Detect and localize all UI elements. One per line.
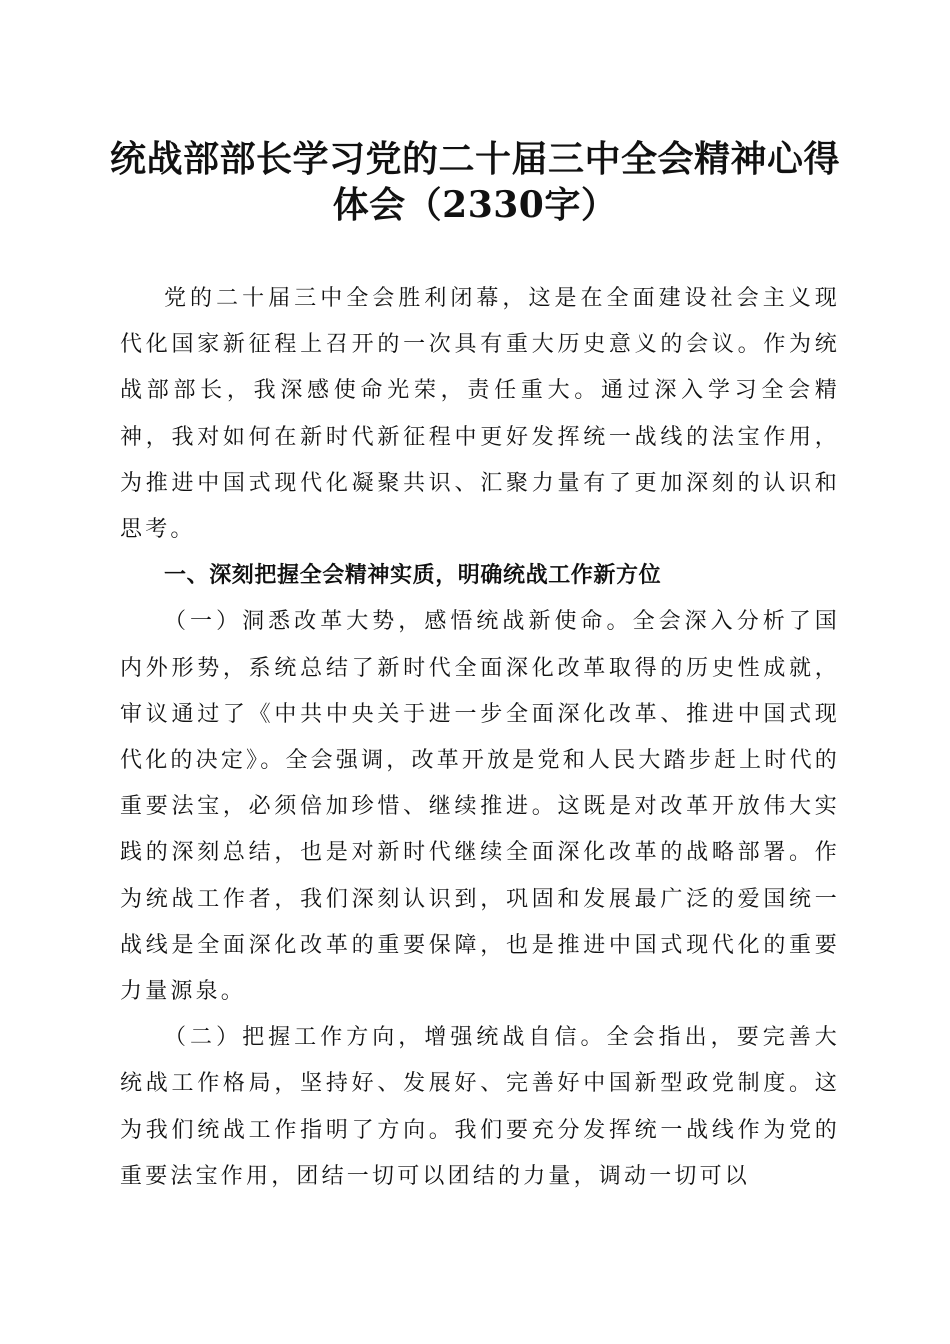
title-line-1: 统战部部长学习党的二十届三中全会精神心得: [109, 138, 840, 180]
document-body: [120, 276, 840, 1200]
title-line-2: 体会（2330字）: [332, 184, 618, 226]
section-heading-1: 一、深刻把握全会精神实质，明确统战工作新方位: [164, 563, 662, 589]
intro-paragraph: 党的二十届三中全会胜利闭幕，这是在全面建设社会主义现代化国家新征程上召开的一次具有重大历史意义的会议。作为统战部部长，我深感使命光荣，责任重大。通过深入学习全会精神，我对如何在新时代新征程中更好发挥统一战线的法宝作用，为推进中国式现代化凝聚共识、汇聚力量有了更加深刻的认识和思考。: [120, 286, 840, 543]
document-title: [100, 136, 850, 228]
subsection-paragraph-2: （二）把握工作方向，增强统战自信。全会指出，要完善大统战工作格局，坚持好、发展好、完善好中国新型政党制度。这为我们统战工作指明了方向。我们要充分发挥统一战线作为党的重要法宝作用，团结一切可以团结的力量，调动一切可以: [120, 1025, 840, 1189]
subsection-paragraph-1: （一）洞悉改革大势，感悟统战新使命。全会深入分析了国内外形势，系统总结了新时代全面深化改革取得的历史性成就，审议通过了《中共中央关于进一步全面深化改革、推进中国式现代化的决定》。全会强调，改革开放是党和人民大踏步赶上时代的重要法宝，必须倍加珍惜、继续推进。这既是对改革开放伟大实践的深刻总结，也是对新时代继续全面深化改革的战略部署。作为统战工作者，我们深刻认识到，巩固和发展最广泛的爱国统一战线是全面深化改革的重要保障，也是推进中国式现代化的重要力量源泉。: [120, 609, 840, 1005]
